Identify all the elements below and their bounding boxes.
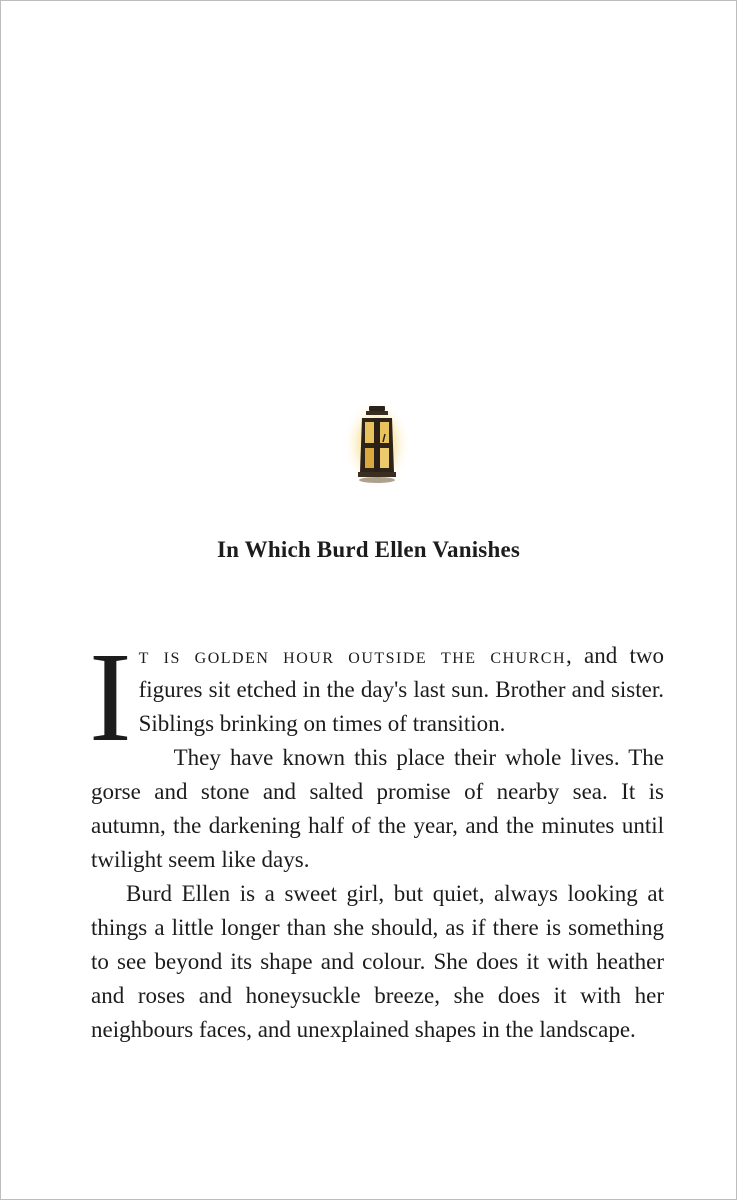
lantern-icon: [342, 398, 412, 498]
drop-cap: I: [89, 626, 132, 768]
paragraph: Burd Ellen is a sweet girl, but quiet, always looking at things a little longer than she should, as if there is something to see beyond its shape and colour. She does it with heather and roses and honeysuckle breeze, she does it with her neighbours faces, and unexplained shapes in the landscape.: [91, 881, 664, 1042]
opening-rest: , and two figures sit etched in the day's last sun. Brother and sister. Siblings brinking on times of transition.: [138, 643, 664, 736]
chapter-body: [89, 626, 664, 1047]
chapter-title: In Which Burd Ellen Vanishes: [216, 537, 521, 562]
opening-smallcaps: t is golden hour outside the church: [138, 643, 567, 668]
opening-paragraph: [89, 626, 664, 768]
paragraph: They have known this place their whole lives. The gorse and stone and salted promise of nearby sea. It is autumn, the darkening half of the year, and the minutes until twilight seem like days.: [91, 745, 664, 872]
